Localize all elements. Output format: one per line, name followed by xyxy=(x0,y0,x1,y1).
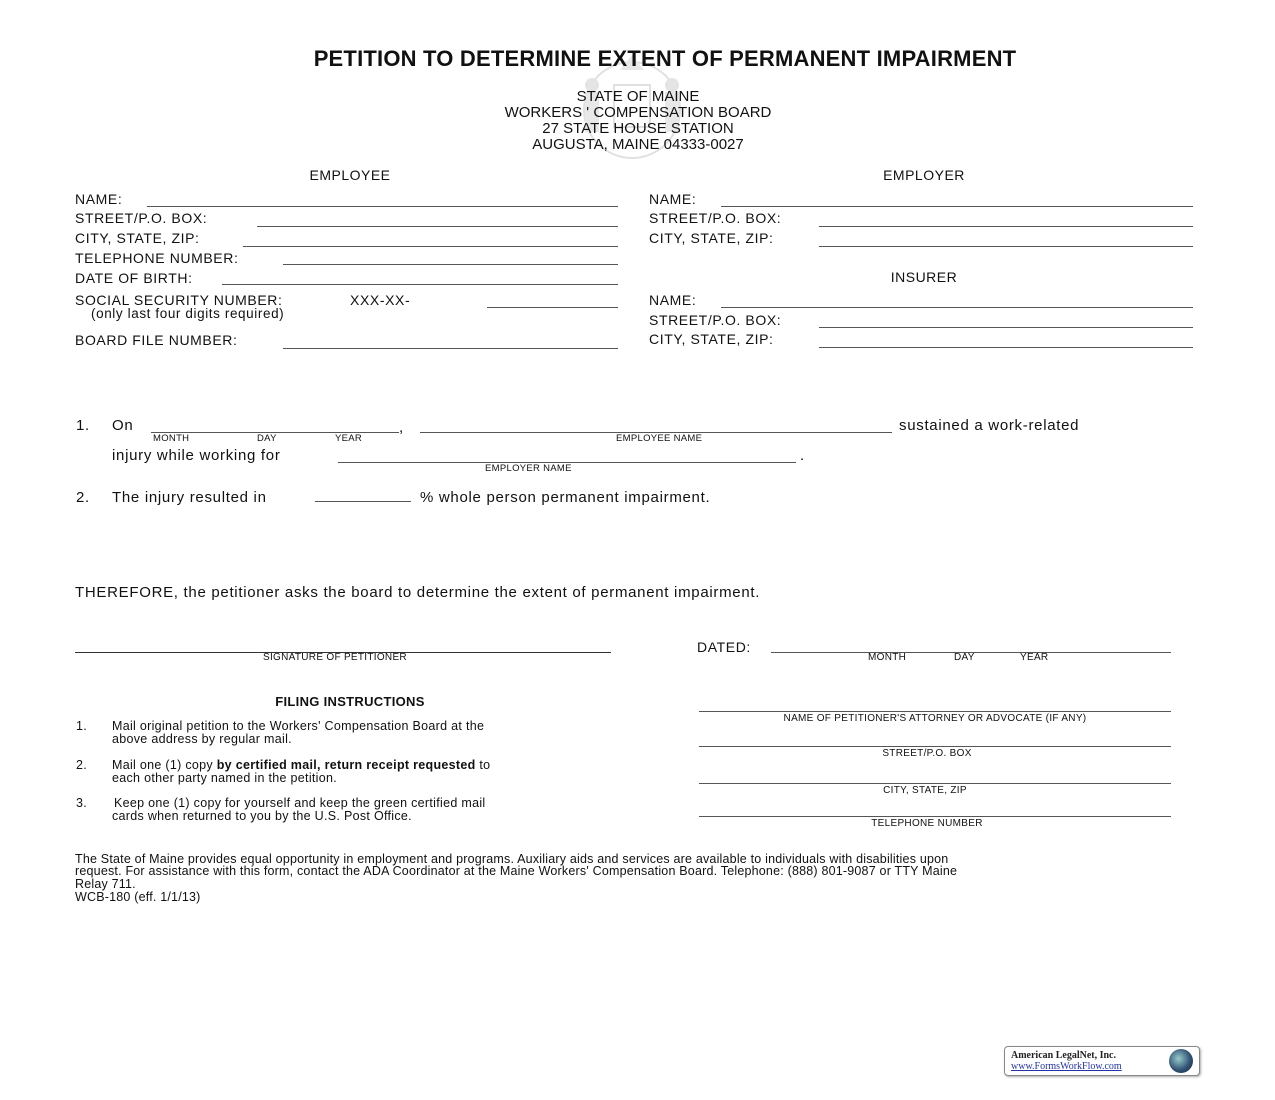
attorney-name-caption: NAME OF PETITIONER'S ATTORNEY OR ADVOCATE (IF ANY) xyxy=(783,713,1087,724)
instruction-2-bold: by certified mail, return receipt requested xyxy=(216,758,476,772)
insurer-street-field[interactable] xyxy=(819,327,1193,328)
employee-city-label: CITY, STATE, ZIP: xyxy=(75,230,200,246)
item1-number: 1. xyxy=(76,417,90,434)
employee-ssn-label: SOCIAL SECURITY NUMBER: xyxy=(75,292,283,308)
employee-street-label: STREET/P.O. BOX: xyxy=(75,210,208,226)
insurer-city-label: CITY, STATE, ZIP: xyxy=(649,331,774,347)
dated-month-caption: MONTH xyxy=(868,652,907,663)
instruction-3-line2: cards when returned to you by the U.S. Post Office. xyxy=(112,809,412,823)
injury-month-caption: MONTH xyxy=(153,433,190,444)
employer-street-label: STREET/P.O. BOX: xyxy=(649,210,782,226)
employer-city-label: CITY, STATE, ZIP: xyxy=(649,230,774,246)
employee-name-field[interactable] xyxy=(147,206,618,207)
insurer-name-field[interactable] xyxy=(721,307,1193,308)
instruction-1-number: 1. xyxy=(76,719,88,733)
form-id: WCB-180 (eff. 1/1/13) xyxy=(75,890,201,904)
company-name: American LegalNet, Inc. xyxy=(1011,1050,1116,1061)
employee-city-field[interactable] xyxy=(243,246,618,247)
employer-name-field[interactable] xyxy=(721,206,1193,207)
instruction-2-line2: each other party named in the petition. xyxy=(112,771,338,785)
employee-name-label: NAME: xyxy=(75,191,123,207)
agency-street: 27 STATE HOUSE STATION xyxy=(542,120,734,137)
employee-street-field[interactable] xyxy=(257,226,618,227)
employee-ssn-note: (only last four digits required) xyxy=(91,306,285,321)
therefore-statement: THEREFORE, the petitioner asks the board to determine the extent of permanent impairment. xyxy=(75,584,761,601)
insurer-street-label: STREET/P.O. BOX: xyxy=(649,312,782,328)
instruction-3-number: 3. xyxy=(76,796,88,810)
footer-line3: Relay 711. xyxy=(75,877,136,891)
insurer-city-field[interactable] xyxy=(819,347,1193,348)
attorney-phone-field[interactable] xyxy=(699,816,1171,817)
item2-prefix: The injury resulted in xyxy=(112,489,267,506)
item1-sustained: sustained a work-related xyxy=(899,417,1080,434)
employer-name-caption: EMPLOYER NAME xyxy=(485,463,572,474)
footer-line1: The State of Maine provides equal opportunity in employment and programs. Auxiliary aids and services are available to individuals with disabilities upon xyxy=(75,852,949,866)
attorney-phone-caption: TELEPHONE NUMBER xyxy=(871,818,983,829)
employee-telephone-field[interactable] xyxy=(283,264,618,265)
agency-state: STATE OF MAINE xyxy=(576,88,700,105)
instruction-2-post: to xyxy=(475,758,491,772)
attorney-city-field[interactable] xyxy=(699,783,1171,784)
injury-year-caption: YEAR xyxy=(335,433,363,444)
item1-comma: , xyxy=(399,419,404,436)
instruction-1-line2: above address by regular mail. xyxy=(112,732,292,746)
employer-street-field[interactable] xyxy=(819,226,1193,227)
instruction-1-line1: Mail original petition to the Workers' Compensation Board at the xyxy=(112,719,485,733)
instruction-2-pre: Mail one (1) copy xyxy=(112,758,217,772)
employee-board-file-label: BOARD FILE NUMBER: xyxy=(75,332,238,348)
form-title: PETITION TO DETERMINE EXTENT OF PERMANENT IMPAIRMENT xyxy=(313,46,1017,71)
agency-board: WORKERS ' COMPENSATION BOARD xyxy=(504,104,772,121)
item1-period: . xyxy=(800,447,805,464)
employer-city-field[interactable] xyxy=(819,246,1193,247)
employer-heading: EMPLOYER xyxy=(883,167,965,183)
item2-number: 2. xyxy=(76,489,90,506)
employee-name-caption: EMPLOYEE NAME xyxy=(616,433,703,444)
employee-board-file-field[interactable] xyxy=(283,348,618,349)
attorney-name-field[interactable] xyxy=(699,711,1171,712)
attorney-city-caption: CITY, STATE, ZIP xyxy=(883,785,967,796)
employee-telephone-label: TELEPHONE NUMBER: xyxy=(75,250,239,266)
attorney-street-field[interactable] xyxy=(699,746,1171,747)
american-legalnet-logo[interactable] xyxy=(1004,1046,1200,1076)
employee-ssn-prefix: XXX-XX- xyxy=(350,292,411,308)
injury-day-caption: DAY xyxy=(257,433,277,444)
item2-suffix: % whole person permanent impairment. xyxy=(420,489,711,506)
insurer-heading: INSURER xyxy=(890,269,958,285)
item1-on: On xyxy=(112,417,134,434)
dated-label: DATED: xyxy=(697,639,751,655)
employer-name-label: NAME: xyxy=(649,191,697,207)
dated-year-caption: YEAR xyxy=(1020,652,1049,663)
footer-line2: request. For assistance with this form, contact the ADA Coordinator at the Maine Workers' Compensation Board. Telephone: (888) 801-9087 or TTY Maine xyxy=(75,864,958,878)
globe-logo-icon xyxy=(1169,1049,1193,1073)
company-url-link[interactable]: www.FormsWorkFlow.com xyxy=(1011,1061,1122,1072)
employee-dob-label: DATE OF BIRTH: xyxy=(75,270,193,286)
employee-dob-field[interactable] xyxy=(222,284,618,285)
signature-caption: SIGNATURE OF PETITIONER xyxy=(263,652,407,663)
filing-instructions-heading: FILING INSTRUCTIONS xyxy=(275,694,425,709)
employee-ssn-field[interactable] xyxy=(487,307,618,308)
impairment-percent-field[interactable] xyxy=(315,501,411,502)
agency-city: AUGUSTA, MAINE 04333-0027 xyxy=(532,136,744,153)
instruction-2-number: 2. xyxy=(76,758,88,772)
dated-day-caption: DAY xyxy=(954,652,975,663)
instruction-3-line1: Keep one (1) copy for yourself and keep the green certified mail xyxy=(114,796,486,810)
item1-injury-for: injury while working for xyxy=(112,447,281,464)
attorney-street-caption: STREET/P.O. BOX xyxy=(882,748,972,759)
employee-heading: EMPLOYEE xyxy=(309,167,391,183)
insurer-name-label: NAME: xyxy=(649,292,697,308)
